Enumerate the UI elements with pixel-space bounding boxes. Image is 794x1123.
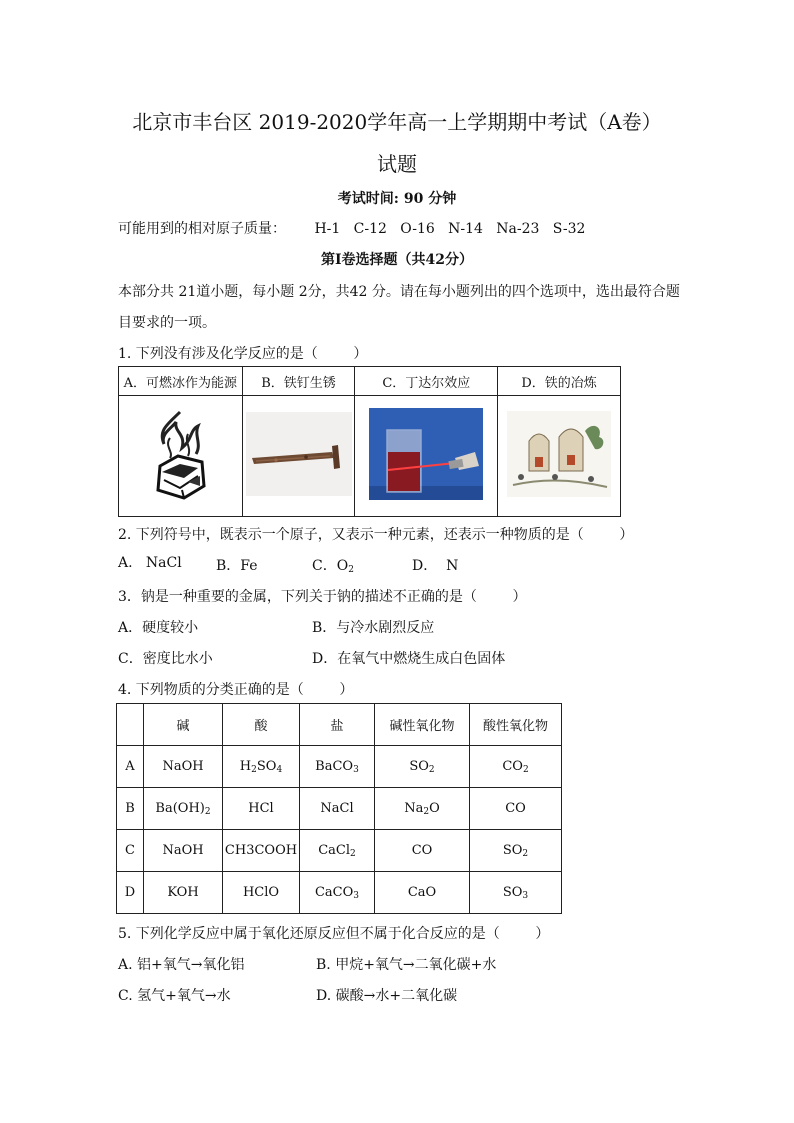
- atomic-mass-values: H-1 C-12 O-16 N-14 Na-23 S-32: [314, 221, 586, 237]
- q4-cell-sub: 2: [350, 848, 356, 859]
- q4-cell-sub: 2: [423, 806, 430, 817]
- q1-option-b: B．铁钉生锈: [242, 367, 355, 396]
- atomic-mass-label: 可能用到的相对原子质量：: [118, 221, 286, 237]
- q3-option-b: B．与冷水剧烈反应: [312, 620, 435, 636]
- q4-cell-base: [144, 788, 223, 830]
- q4-header-basic-oxide: 碱性氧化物: [375, 704, 470, 746]
- q4-cell-text: H: [239, 758, 252, 774]
- q4-cell-text: SO: [409, 758, 429, 774]
- burning-ice-icon: [140, 404, 220, 504]
- q4-cell-salt: [300, 746, 375, 788]
- tyndall-effect-photo: [369, 408, 483, 500]
- q4-row-label: B: [117, 788, 144, 830]
- q2-option-c-text: C．O: [312, 558, 349, 574]
- q4-cell-text: SO: [502, 842, 523, 858]
- q4-header-acid: 酸: [223, 704, 300, 746]
- q4-cell-text: CO: [502, 758, 523, 774]
- rusty-nail-icon: [246, 412, 352, 496]
- q4-cell-acidic-oxide: [470, 830, 562, 872]
- q1-option-d: D．铁的冶炼: [498, 367, 621, 396]
- part1-intro-line1: 本部分共 21道小题，每小题 2分，共42 分。请在每小题列出的四个选项中，选出最符合题: [118, 284, 680, 300]
- q4-row-label: A: [117, 746, 144, 788]
- q2-option-c: [312, 555, 354, 575]
- q3-stem: 3．钠是一种重要的金属，下列关于钠的描述不正确的是（ ）: [118, 589, 527, 605]
- q4-cell-text: BaCO: [315, 758, 354, 774]
- q4-row-c: [117, 830, 562, 872]
- q4-cell-text: CaCl: [318, 842, 351, 858]
- q5-option-b: B. 甲烷+氧气→二氧化碳+水: [316, 957, 497, 973]
- q4-cell-base: KOH: [144, 872, 223, 914]
- q4-cell-text: SO: [502, 884, 523, 900]
- iron-smelting-illustration: [507, 411, 611, 497]
- q4-cell-text: Na: [404, 800, 424, 816]
- q4-cell-acidic-oxide: [470, 872, 562, 914]
- q4-cell-acid: CH3COOH: [223, 830, 300, 872]
- q1-image-b: [242, 396, 355, 517]
- q4-cell-basic-oxide: CO: [375, 830, 470, 872]
- q4-cell-sub: 3: [353, 764, 359, 775]
- q2-option-a: A. NaCl: [118, 555, 182, 571]
- q4-table: [116, 703, 562, 914]
- q4-cell-base: NaOH: [144, 746, 223, 788]
- q3-option-c: C．密度比水小: [118, 651, 213, 667]
- exam-time: 考试时间: 90 分钟: [337, 191, 457, 207]
- q4-row-a: [117, 746, 562, 788]
- q2-stem: 2. 下列符号中，既表示一个原子，又表示一种元素，还表示一种物质的是（ ）: [118, 527, 634, 543]
- q1-image-a: [119, 396, 243, 517]
- q2-option-d: D． N: [412, 558, 459, 574]
- q4-cell-acidic-oxide: [470, 746, 562, 788]
- q4-cell-sub: 4: [276, 764, 283, 775]
- q1-image-c: [355, 396, 498, 517]
- q5-option-c: C. 氢气+氧气→水: [118, 988, 231, 1004]
- q2-option-c-sub: 2: [348, 565, 354, 575]
- q4-cell-basic-oxide: [375, 746, 470, 788]
- q1-option-c: C．丁达尔效应: [355, 367, 498, 396]
- page-subtitle: 试题: [377, 152, 417, 176]
- q1-stem: 1. 下列没有涉及化学反应的是（ ）: [118, 346, 368, 362]
- part1-heading: 第Ⅰ卷选择题（共42分）: [320, 252, 474, 268]
- q4-cell-text: CaCO: [314, 884, 354, 900]
- q5-option-a: A. 铝+氧气→氧化铝: [118, 957, 245, 973]
- q4-cell-acid: [223, 746, 300, 788]
- q4-cell-sub: 2: [522, 848, 529, 859]
- q4-cell-sub: 2: [522, 764, 529, 775]
- q4-cell-sub: 2: [204, 806, 211, 817]
- q4-cell-text: O: [429, 800, 440, 816]
- part1-intro-line2: 目要求的一项。: [118, 315, 216, 331]
- q4-header-blank: [117, 704, 144, 746]
- q4-header-base: 碱: [144, 704, 223, 746]
- q4-stem: 4. 下列物质的分类正确的是（ ）: [118, 682, 354, 698]
- q4-header-salt: 盐: [300, 704, 375, 746]
- q4-cell-acid: HCl: [223, 788, 300, 830]
- q4-cell-salt: [300, 830, 375, 872]
- q4-cell-sub: 3: [353, 890, 360, 901]
- q4-cell-text: SO: [256, 758, 277, 774]
- q1-option-a: A．可燃冰作为能源: [119, 367, 243, 396]
- q4-header-row: [117, 704, 562, 746]
- q4-header-acidic-oxide: 酸性氧化物: [470, 704, 562, 746]
- q4-row-b: [117, 788, 562, 830]
- q5-option-d: D. 碳酸→水+二氧化碳: [316, 988, 458, 1004]
- q4-cell-sub: 2: [251, 764, 257, 775]
- q5-stem: 5. 下列化学反应中属于氧化还原反应但不属于化合反应的是（ ）: [118, 926, 550, 942]
- q4-cell-base: NaOH: [144, 830, 223, 872]
- q4-row-label: D: [117, 872, 144, 914]
- q4-cell-acid: HClO: [223, 872, 300, 914]
- q4-cell-sub: 3: [522, 890, 529, 901]
- q4-row-d: [117, 872, 562, 914]
- q3-option-a: A．硬度较小: [118, 620, 199, 636]
- q4-cell-salt: [300, 872, 375, 914]
- q4-cell-basic-oxide: [375, 788, 470, 830]
- q4-row-label: C: [117, 830, 144, 872]
- q2-option-b: B．Fe: [216, 558, 258, 574]
- atomic-mass-line: [118, 218, 585, 238]
- page-title: 北京市丰台区 2019-2020学年高一上学期期中考试（A卷）: [132, 110, 662, 134]
- q4-cell-acidic-oxide: CO: [470, 788, 562, 830]
- q4-cell-basic-oxide: CaO: [375, 872, 470, 914]
- q4-cell-text: Ba(OH): [155, 800, 205, 816]
- q4-cell-sub: 2: [428, 764, 435, 775]
- q3-option-d: D．在氧气中燃烧生成白色固体: [312, 651, 506, 667]
- q4-cell-salt: NaCl: [300, 788, 375, 830]
- q1-image-d: [498, 396, 621, 517]
- q1-table: [118, 366, 621, 517]
